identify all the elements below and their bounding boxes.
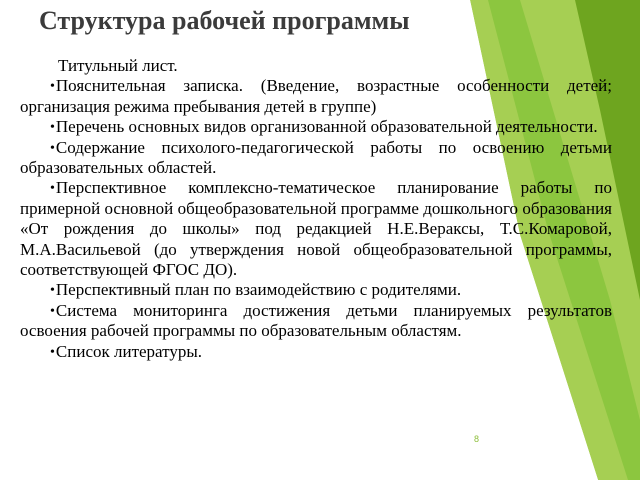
bullet-icon: •: [50, 140, 55, 156]
bullet-icon: •: [50, 181, 55, 197]
slide-title: Структура рабочей программы: [39, 6, 410, 35]
bullet-icon: •: [50, 283, 55, 299]
content-list: [20, 56, 612, 362]
bullet-icon: •: [50, 344, 55, 360]
item-text: Система мониторинга достижения детьми планируемых результатов освоения рабочей программы по образовательным областям.: [20, 300, 612, 341]
item-text: Перечень основных видов организованной образовательной деятельности.: [55, 117, 598, 137]
item-text: Перспективное комплексно-тематическое планирование работы по примерной основной общеобразовательной программе дошкольного образования «От рождения до школы» под редакцией Н.Е.Вераксы, Т.С.Комаровой, М.А.Васильевой (до утверждения новой общеобразовательной программы, соответствующей ФГОС ДО).: [20, 178, 612, 280]
list-item: [20, 117, 612, 137]
item-text: Список литературы.: [55, 341, 203, 361]
list-item: [20, 280, 612, 300]
bullet-icon: •: [50, 120, 55, 136]
item-text: Содержание психолого-педагогической работы по освоению детьми образовательных областей.: [20, 137, 612, 178]
bullet-icon: •: [50, 303, 55, 319]
list-item: [20, 342, 612, 362]
page-number: 8: [474, 434, 480, 444]
item-text: Титульный лист.: [58, 56, 178, 75]
list-item: [20, 56, 612, 76]
item-text: Перспективный план по взаимодействию с родителями.: [55, 280, 462, 300]
list-item: [20, 178, 612, 280]
bullet-icon: •: [50, 79, 55, 95]
list-item: [20, 301, 612, 342]
list-item: [20, 138, 612, 179]
list-item: [20, 76, 612, 117]
item-text: Пояснительная записка. (Введение, возрастные особенности детей; организация режима пребывания детей в группе): [20, 76, 612, 116]
